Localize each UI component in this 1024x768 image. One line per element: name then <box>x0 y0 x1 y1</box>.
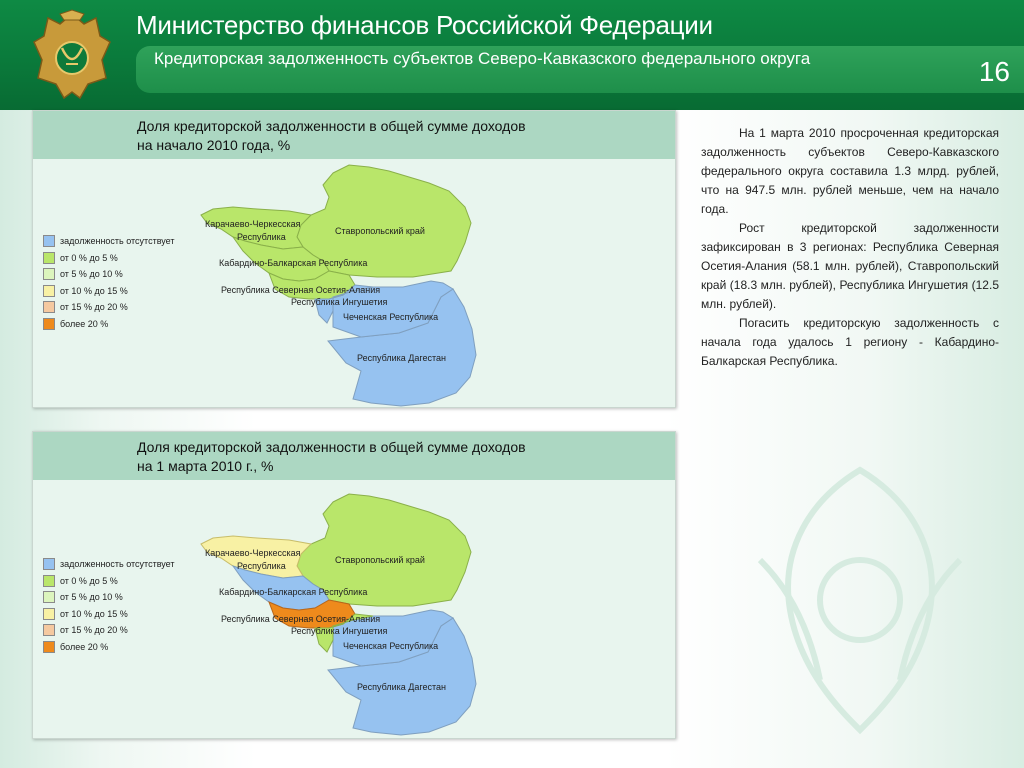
slide-subtitle: Кредиторская задолженность субъектов Северо-Кавказского федерального округа <box>154 49 811 68</box>
legend-item <box>43 639 175 656</box>
legend-label: от 10 % до 15 % <box>60 285 128 296</box>
map-legend <box>43 556 175 655</box>
panel-title-line2: на 1 марта 2010 г., % <box>137 458 274 474</box>
legend-item <box>43 316 175 333</box>
label-kchr-line2: Республика <box>237 561 286 571</box>
double-headed-eagle-emblem-icon <box>30 8 114 104</box>
legend-swatch-0-5 <box>43 575 55 587</box>
legend-swatch-no-debt <box>43 558 55 570</box>
legend-swatch-20-plus <box>43 641 55 653</box>
label-dagestan: Республика Дагестан <box>357 353 446 363</box>
legend-label: от 5 % до 10 % <box>60 269 123 280</box>
paragraph-3: Погасить кредиторскую задолженность с начала года удалось 1 региону - Кабардино-Балкарская Республика. <box>701 316 999 368</box>
legend-label: задолженность отсутствует <box>60 236 175 247</box>
label-stavropol: Ставропольский край <box>335 226 425 236</box>
label-chechnya: Чеченская Республика <box>343 641 439 651</box>
map-panel-start-2010 <box>32 110 676 408</box>
legend-label: от 15 % до 20 % <box>60 625 128 636</box>
label-ossetia: Республика Северная Осетия-Алания <box>221 285 381 295</box>
label-kbr: Кабардино-Балкарская Республика <box>219 258 368 268</box>
legend-item <box>43 299 175 316</box>
legend-item <box>43 283 175 300</box>
label-ingushetia: Республика Ингушетия <box>291 626 388 636</box>
legend-swatch-no-debt <box>43 235 55 247</box>
legend-label: задолженность отсутствует <box>60 559 175 570</box>
legend-swatch-10-15 <box>43 608 55 620</box>
legend-swatch-20-plus <box>43 318 55 330</box>
paragraph-2: Рост кредиторской задолженности зафиксирован в 3 регионах: Республика Северная Осетия-Алания (58.1 млн. рублей), Ставропольский край (18.3 млн. рублей), Республика Ингушетия (12.5 млн. рублей). <box>701 221 999 311</box>
ministry-title: Министерство финансов Российской Федерации <box>136 10 713 40</box>
label-ingushetia: Республика Ингушетия <box>291 297 388 307</box>
legend-label: более 20 % <box>60 318 109 329</box>
legend-item <box>43 573 175 590</box>
watermark-emblem-icon <box>700 440 1020 760</box>
legend-item <box>43 606 175 623</box>
label-kchr-line1: Карачаево-Черкесская <box>205 219 301 229</box>
legend-label: от 0 % до 5 % <box>60 252 118 263</box>
legend-item <box>43 233 175 250</box>
legend-item <box>43 250 175 267</box>
legend-label: от 5 % до 10 % <box>60 592 123 603</box>
paragraph-1: На 1 марта 2010 просроченная кредиторская задолженность субъектов Северо-Кавказского федерального округа составила 1.3 млрд. рублей, что на 947.5 млн. рублей меньше, чем на начало года. <box>701 126 999 216</box>
map-panel-march-2010 <box>32 431 676 739</box>
label-chechnya: Чеченская Республика <box>343 312 439 322</box>
legend-label: от 15 % до 20 % <box>60 302 128 313</box>
legend-label: от 10 % до 15 % <box>60 608 128 619</box>
commentary-text <box>701 124 999 371</box>
legend-item <box>43 589 175 606</box>
legend-swatch-5-10 <box>43 268 55 280</box>
legend-swatch-15-20 <box>43 301 55 313</box>
legend-label: более 20 % <box>60 641 109 652</box>
page-number: 16 <box>978 56 1010 87</box>
legend-swatch-5-10 <box>43 591 55 603</box>
legend-item <box>43 556 175 573</box>
panel-title-line1: Доля кредиторской задолженности в общей сумме доходов <box>137 118 526 134</box>
map-legend <box>43 233 175 332</box>
label-kbr: Кабардино-Балкарская Республика <box>219 587 368 597</box>
legend-item <box>43 266 175 283</box>
legend-label: от 0 % до 5 % <box>60 575 118 586</box>
legend-swatch-10-15 <box>43 285 55 297</box>
label-ossetia: Республика Северная Осетия-Алания <box>221 614 381 624</box>
panel-title-line2: на начало 2010 года, % <box>137 137 291 153</box>
legend-swatch-0-5 <box>43 252 55 264</box>
legend-item <box>43 622 175 639</box>
label-stavropol: Ставропольский край <box>335 555 425 565</box>
label-dagestan: Республика Дагестан <box>357 682 446 692</box>
label-kchr-line2: Республика <box>237 232 286 242</box>
label-kchr-line1: Карачаево-Черкесская <box>205 548 301 558</box>
legend-swatch-15-20 <box>43 624 55 636</box>
slide-header <box>0 0 1024 110</box>
panel-title-line1: Доля кредиторской задолженности в общей сумме доходов <box>137 439 526 455</box>
